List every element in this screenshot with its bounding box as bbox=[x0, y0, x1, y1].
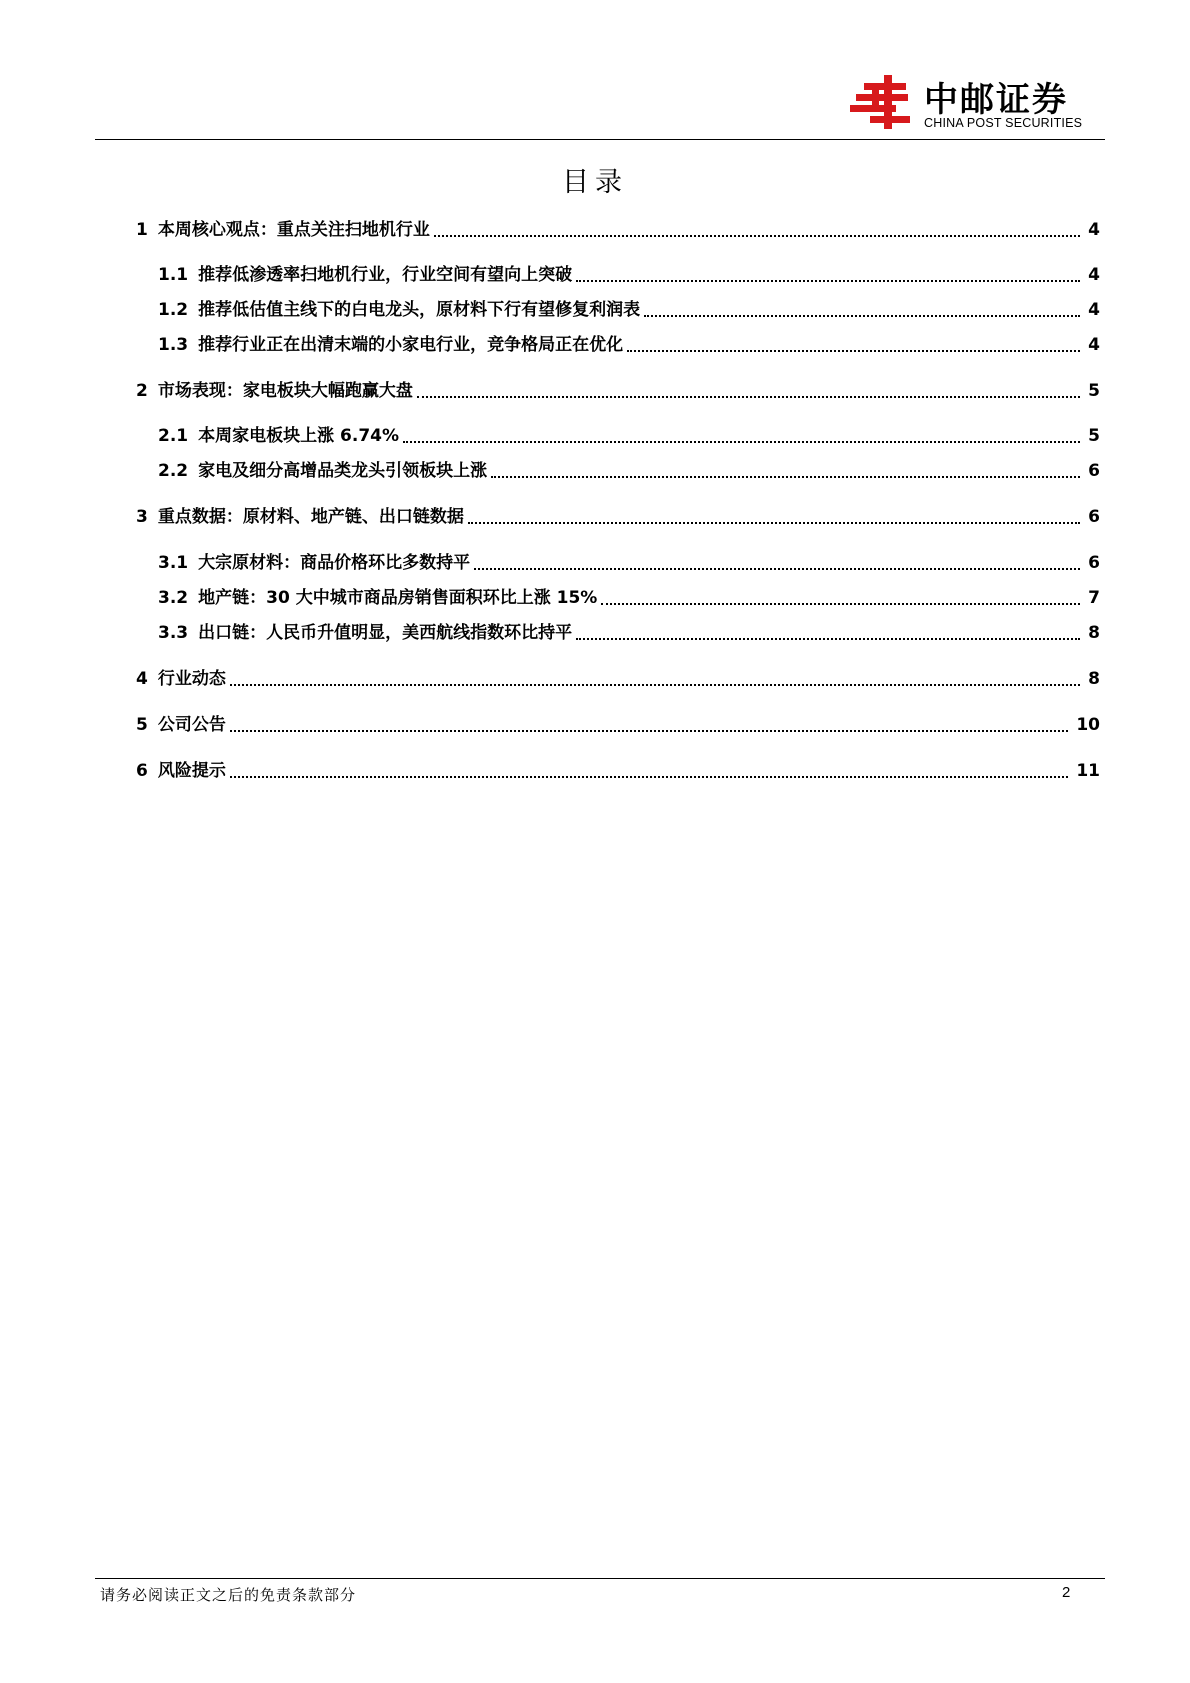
toc-entry-title: 推荐低渗透率扫地机行业，行业空间有望向上突破 bbox=[198, 265, 573, 285]
toc-entry-page: 5 bbox=[1088, 426, 1100, 446]
china-post-logo-icon bbox=[850, 75, 912, 129]
toc-entry-number: 2 bbox=[136, 381, 148, 401]
toc-entry-number: 1 bbox=[136, 220, 148, 240]
toc-entry-page: 4 bbox=[1088, 220, 1100, 240]
toc-entry-page: 8 bbox=[1088, 669, 1100, 689]
toc-entry-page: 4 bbox=[1088, 335, 1100, 355]
toc-entry-title: 地产链：30 大中城市商品房销售面积环比上涨 15% bbox=[198, 588, 598, 608]
toc-entry-page: 6 bbox=[1088, 461, 1100, 481]
footer-divider bbox=[95, 1578, 1105, 1579]
toc-entry-title: 推荐行业正在出清末端的小家电行业，竞争格局正在优化 bbox=[198, 335, 624, 355]
toc-entry-page: 4 bbox=[1088, 265, 1100, 285]
toc-entry[interactable] bbox=[136, 215, 1100, 241]
toc-entry-page: 11 bbox=[1076, 761, 1100, 781]
toc-title: 目录 bbox=[562, 167, 628, 198]
logo-english-name: CHINA POST SECURITIES bbox=[924, 116, 1083, 130]
toc-entry[interactable] bbox=[158, 295, 1100, 321]
toc-entry-number: 3.2 bbox=[158, 588, 189, 608]
toc-entry-title: 行业动态 bbox=[157, 669, 226, 689]
page-header bbox=[0, 0, 1190, 140]
toc-entry-number: 5 bbox=[136, 715, 148, 735]
toc-entry-title: 家电及细分高增品类龙头引领板块上涨 bbox=[198, 461, 488, 481]
toc-dot-leader bbox=[230, 776, 1068, 778]
toc-entry[interactable] bbox=[158, 456, 1100, 482]
toc-entry-number: 3.3 bbox=[158, 623, 189, 643]
toc-entry-page: 7 bbox=[1088, 588, 1100, 608]
toc-entry[interactable] bbox=[136, 664, 1100, 690]
toc-dot-leader bbox=[403, 441, 1080, 443]
company-logo bbox=[850, 72, 1110, 138]
toc-entry-title: 风险提示 bbox=[157, 761, 226, 781]
toc-entry[interactable] bbox=[136, 710, 1100, 736]
toc-entry[interactable] bbox=[136, 756, 1100, 782]
toc-dot-leader bbox=[468, 522, 1080, 524]
toc-dot-leader bbox=[474, 568, 1080, 570]
toc-entry-title: 推荐低估值主线下的白电龙头，原材料下行有望修复利润表 bbox=[198, 300, 641, 320]
toc-entry-page: 5 bbox=[1088, 381, 1100, 401]
toc-entry-title: 重点数据：原材料、地产链、出口链数据 bbox=[157, 507, 464, 527]
toc-entry-number: 1.2 bbox=[158, 300, 189, 320]
toc-entry-number: 1.1 bbox=[158, 265, 189, 285]
toc-entry[interactable] bbox=[158, 548, 1100, 574]
toc-dot-leader bbox=[576, 638, 1080, 640]
toc-dot-leader bbox=[230, 684, 1080, 686]
toc-entry-page: 6 bbox=[1088, 507, 1100, 527]
footer-page-number: 2 bbox=[1062, 1584, 1071, 1601]
toc-entry-number: 2.2 bbox=[158, 461, 189, 481]
toc-entry[interactable] bbox=[158, 583, 1100, 609]
toc-entry-title: 出口链：人民币升值明显，美西航线指数环比持平 bbox=[198, 623, 573, 643]
toc-dot-leader bbox=[491, 476, 1080, 478]
toc-entry[interactable] bbox=[136, 502, 1100, 528]
toc-dot-leader bbox=[644, 315, 1080, 317]
toc-entry-number: 2.1 bbox=[158, 426, 189, 446]
toc-dot-leader bbox=[230, 730, 1068, 732]
toc-entry-number: 4 bbox=[136, 669, 148, 689]
toc-entry[interactable] bbox=[158, 421, 1100, 447]
toc-entry-page: 10 bbox=[1076, 715, 1100, 735]
toc-entry-number: 6 bbox=[136, 761, 148, 781]
toc-entry-title: 公司公告 bbox=[157, 715, 226, 735]
toc-dot-leader bbox=[434, 235, 1080, 237]
toc-entry-title: 大宗原材料：商品价格环比多数持平 bbox=[198, 553, 471, 573]
footer-disclaimer: 请务必阅读正文之后的免责条款部分 bbox=[100, 1586, 357, 1604]
logo-chinese-name: 中邮证券 bbox=[924, 80, 1068, 120]
toc-entry-number: 3 bbox=[136, 507, 148, 527]
toc-dot-leader bbox=[627, 350, 1080, 352]
toc-entry-title: 本周家电板块上涨 6.74% bbox=[198, 426, 400, 446]
toc-entry-page: 4 bbox=[1088, 300, 1100, 320]
toc-entry[interactable] bbox=[136, 376, 1100, 402]
toc-entry[interactable] bbox=[158, 618, 1100, 644]
toc-dot-leader bbox=[601, 603, 1080, 605]
toc-entry-number: 3.1 bbox=[158, 553, 189, 573]
toc-dot-leader bbox=[576, 280, 1080, 282]
toc-entry[interactable] bbox=[158, 260, 1100, 286]
toc-entry[interactable] bbox=[158, 330, 1100, 356]
toc-entry-page: 6 bbox=[1088, 553, 1100, 573]
header-divider bbox=[95, 139, 1105, 140]
toc-entry-title: 市场表现：家电板块大幅跑赢大盘 bbox=[157, 381, 413, 401]
toc-entry-title: 本周核心观点：重点关注扫地机行业 bbox=[157, 220, 430, 240]
toc-entry-page: 8 bbox=[1088, 623, 1100, 643]
toc-dot-leader bbox=[417, 396, 1080, 398]
toc-entry-number: 1.3 bbox=[158, 335, 189, 355]
